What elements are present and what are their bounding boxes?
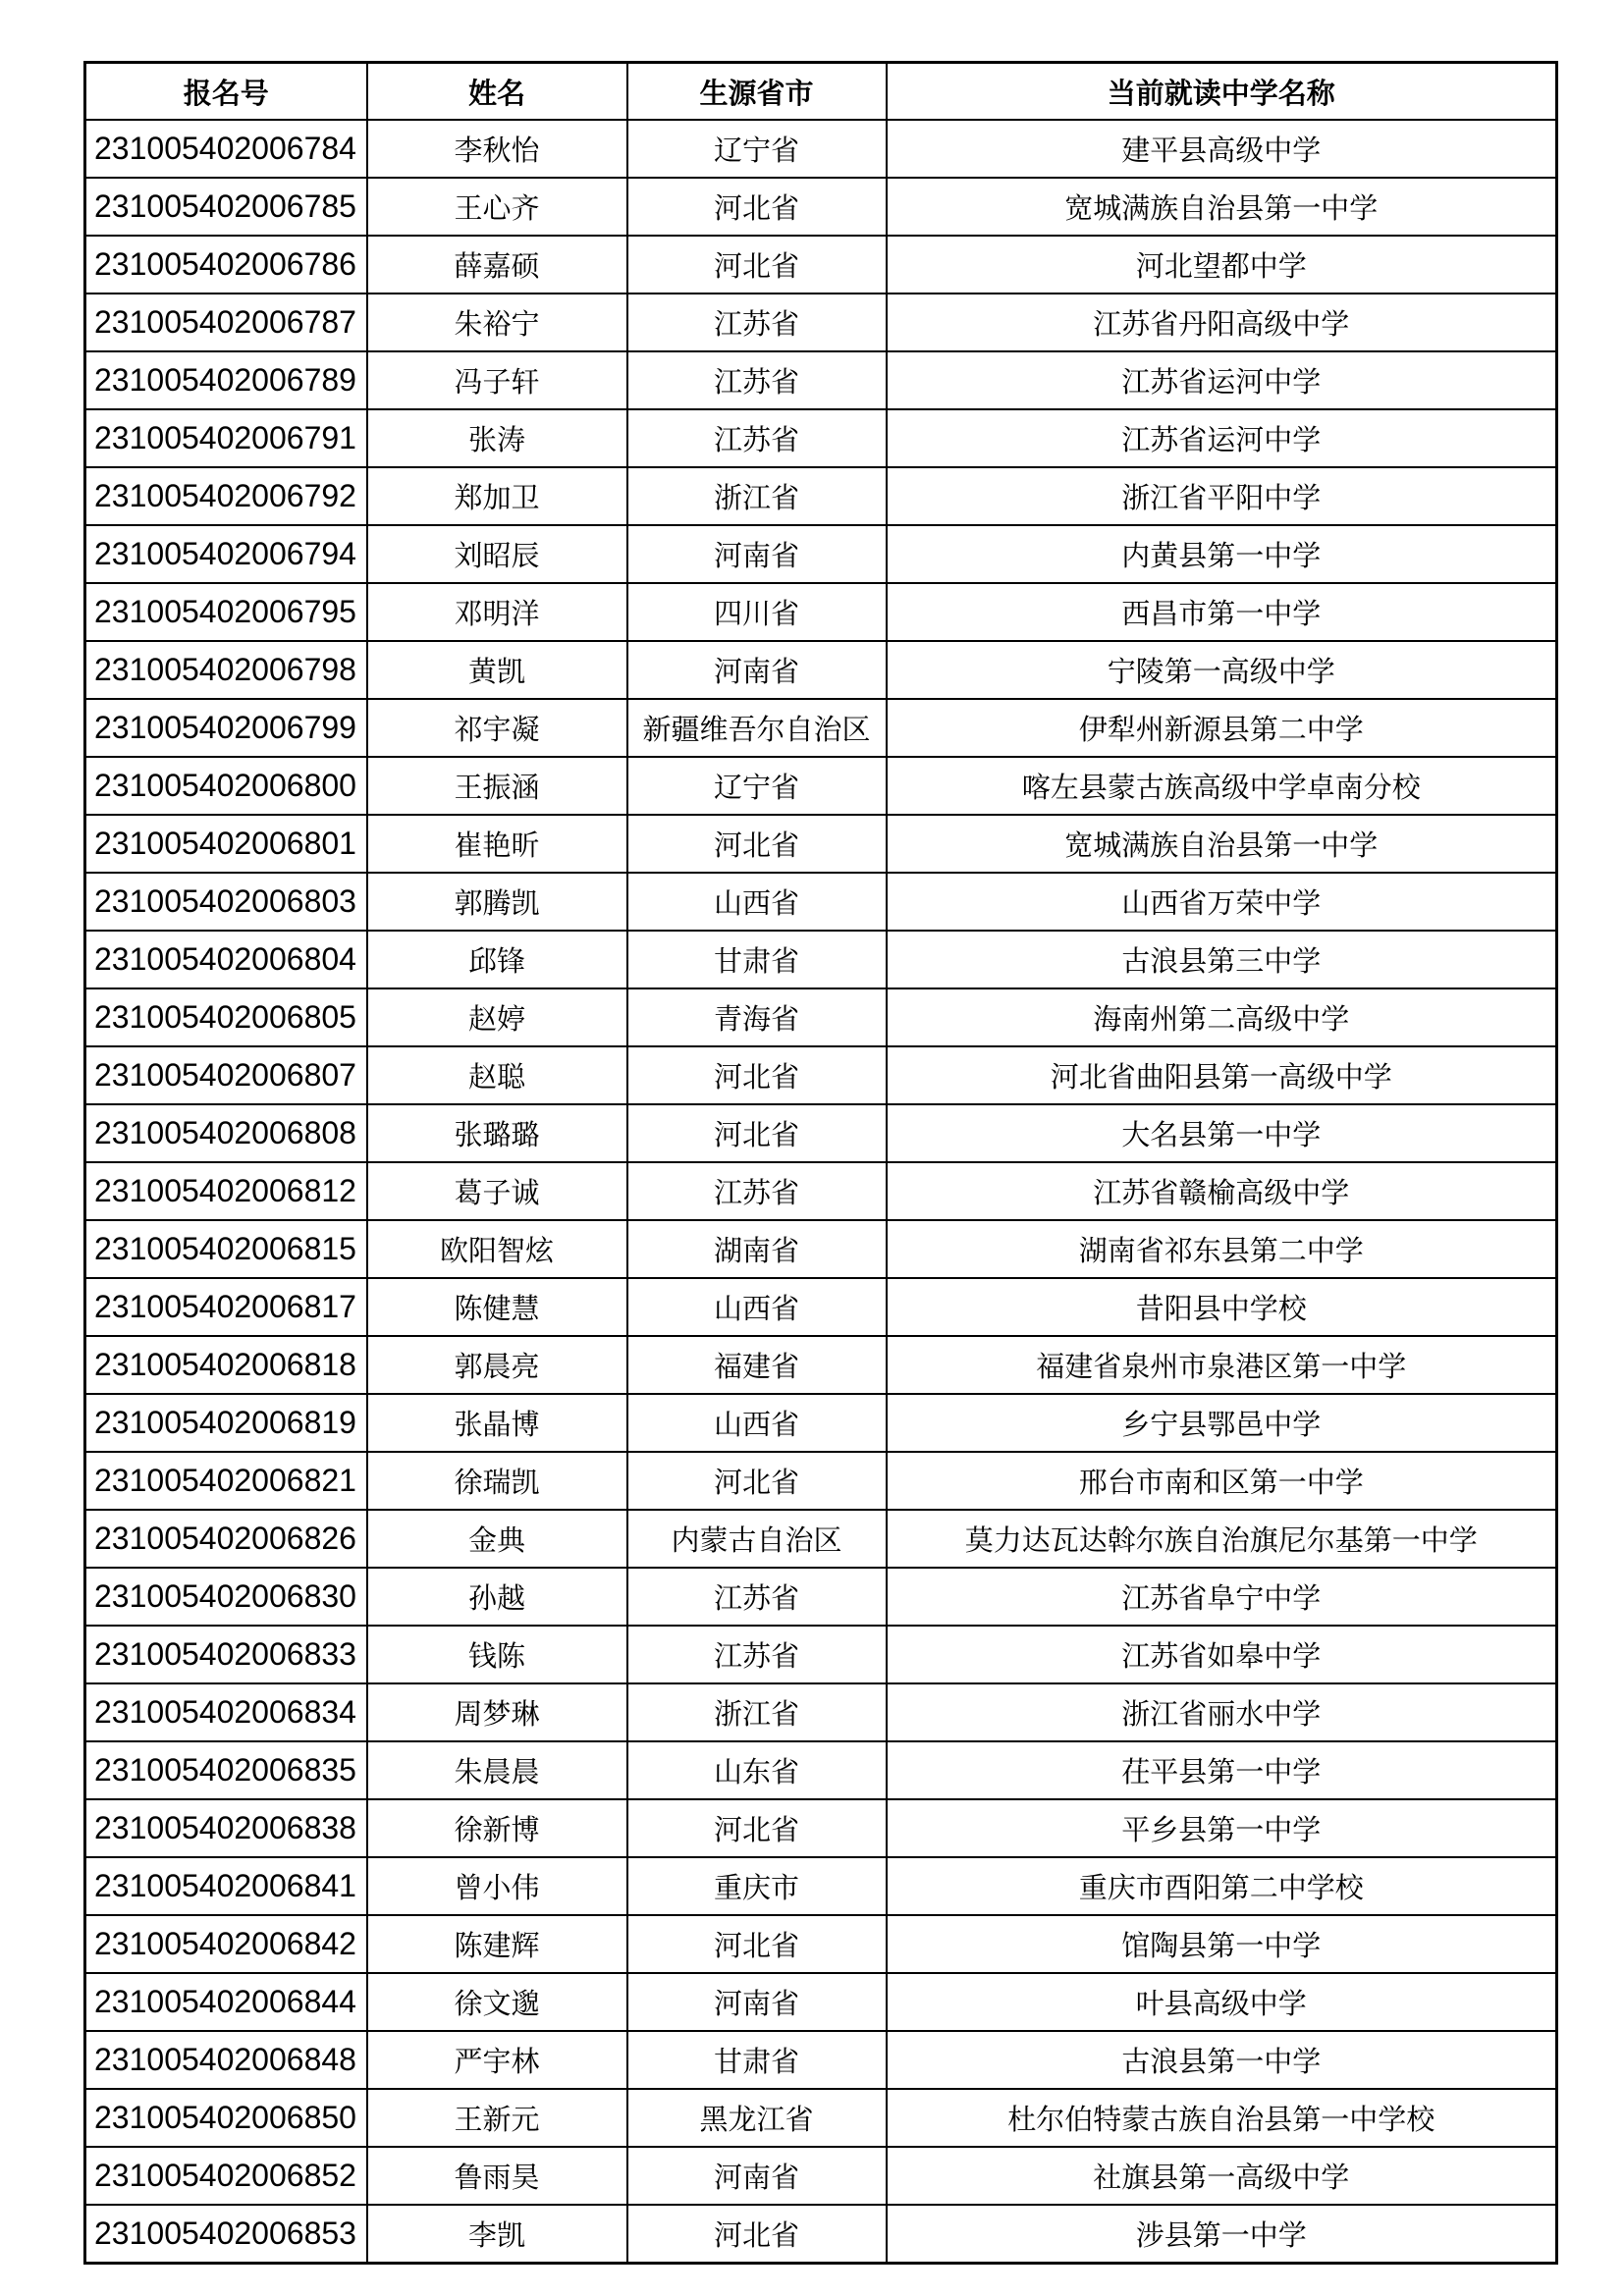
school-cell: 浙江省平阳中学 — [887, 467, 1557, 525]
province-cell: 河北省 — [627, 1046, 887, 1104]
province-cell: 河北省 — [627, 1452, 887, 1510]
registration-number-cell: 231005402006805 — [85, 988, 367, 1046]
registration-number-cell: 231005402006789 — [85, 351, 367, 409]
header-row — [85, 63, 1557, 121]
name-cell: 张晶博 — [367, 1394, 627, 1452]
school-cell: 宁陵第一高级中学 — [887, 641, 1557, 699]
name-cell: 鲁雨昊 — [367, 2147, 627, 2205]
registration-number-cell: 231005402006803 — [85, 873, 367, 931]
province-cell: 江苏省 — [627, 1568, 887, 1626]
table-row — [85, 1394, 1557, 1452]
table-row — [85, 2031, 1557, 2089]
school-cell: 叶县高级中学 — [887, 1973, 1557, 2031]
province-cell: 山西省 — [627, 1394, 887, 1452]
school-cell: 江苏省丹阳高级中学 — [887, 294, 1557, 351]
name-cell: 陈建辉 — [367, 1915, 627, 1973]
registration-number-cell: 231005402006792 — [85, 467, 367, 525]
province-cell: 河南省 — [627, 1973, 887, 2031]
registration-number-cell: 231005402006815 — [85, 1220, 367, 1278]
province-cell: 河北省 — [627, 236, 887, 294]
registration-number-cell: 231005402006804 — [85, 931, 367, 988]
name-cell: 孙越 — [367, 1568, 627, 1626]
school-cell: 喀左县蒙古族高级中学卓南分校 — [887, 757, 1557, 815]
name-cell: 祁宇凝 — [367, 699, 627, 757]
school-cell: 伊犁州新源县第二中学 — [887, 699, 1557, 757]
registration-number-cell: 231005402006807 — [85, 1046, 367, 1104]
province-cell: 浙江省 — [627, 1683, 887, 1741]
registration-number-cell: 231005402006819 — [85, 1394, 367, 1452]
school-cell: 馆陶县第一中学 — [887, 1915, 1557, 1973]
school-cell: 大名县第一中学 — [887, 1104, 1557, 1162]
registration-number-cell: 231005402006850 — [85, 2089, 367, 2147]
name-cell: 曾小伟 — [367, 1857, 627, 1915]
registration-number-cell: 231005402006848 — [85, 2031, 367, 2089]
table-row — [85, 873, 1557, 931]
name-cell: 周梦琳 — [367, 1683, 627, 1741]
province-cell: 江苏省 — [627, 294, 887, 351]
registration-number-cell: 231005402006801 — [85, 815, 367, 873]
province-cell: 甘肃省 — [627, 931, 887, 988]
school-cell: 宽城满族自治县第一中学 — [887, 815, 1557, 873]
name-cell: 薛嘉硕 — [367, 236, 627, 294]
school-cell: 江苏省运河中学 — [887, 409, 1557, 467]
table-row — [85, 1162, 1557, 1220]
school-cell: 浙江省丽水中学 — [887, 1683, 1557, 1741]
name-cell: 黄凯 — [367, 641, 627, 699]
registration-number-cell: 231005402006844 — [85, 1973, 367, 2031]
name-cell: 郭腾凯 — [367, 873, 627, 931]
name-cell: 张璐璐 — [367, 1104, 627, 1162]
school-cell: 社旗县第一高级中学 — [887, 2147, 1557, 2205]
table-row — [85, 1973, 1557, 2031]
header-registration-number: 报名号 — [85, 63, 367, 121]
school-cell: 海南州第二高级中学 — [887, 988, 1557, 1046]
school-cell: 西昌市第一中学 — [887, 583, 1557, 641]
name-cell: 徐文邈 — [367, 1973, 627, 2031]
province-cell: 山西省 — [627, 1278, 887, 1336]
name-cell: 冯子轩 — [367, 351, 627, 409]
school-cell: 山西省万荣中学 — [887, 873, 1557, 931]
school-cell: 重庆市酉阳第二中学校 — [887, 1857, 1557, 1915]
school-cell: 江苏省如皋中学 — [887, 1626, 1557, 1683]
school-cell: 昔阳县中学校 — [887, 1278, 1557, 1336]
table-row — [85, 1626, 1557, 1683]
school-cell: 茌平县第一中学 — [887, 1741, 1557, 1799]
province-cell: 内蒙古自治区 — [627, 1510, 887, 1568]
province-cell: 河北省 — [627, 1104, 887, 1162]
table-row — [85, 120, 1557, 178]
name-cell: 王心齐 — [367, 178, 627, 236]
name-cell: 徐新博 — [367, 1799, 627, 1857]
table-row — [85, 467, 1557, 525]
table-row — [85, 757, 1557, 815]
province-cell: 江苏省 — [627, 351, 887, 409]
name-cell: 徐瑞凯 — [367, 1452, 627, 1510]
name-cell: 王新元 — [367, 2089, 627, 2147]
school-cell: 河北望都中学 — [887, 236, 1557, 294]
registration-number-cell: 231005402006834 — [85, 1683, 367, 1741]
table-row — [85, 1510, 1557, 1568]
registration-number-cell: 231005402006799 — [85, 699, 367, 757]
province-cell: 河南省 — [627, 525, 887, 583]
province-cell: 河南省 — [627, 2147, 887, 2205]
name-cell: 刘昭辰 — [367, 525, 627, 583]
school-cell: 杜尔伯特蒙古族自治县第一中学校 — [887, 2089, 1557, 2147]
registration-number-cell: 231005402006818 — [85, 1336, 367, 1394]
table-row — [85, 988, 1557, 1046]
school-cell: 古浪县第三中学 — [887, 931, 1557, 988]
school-cell: 涉县第一中学 — [887, 2205, 1557, 2264]
school-cell: 乡宁县鄂邑中学 — [887, 1394, 1557, 1452]
name-cell: 郑加卫 — [367, 467, 627, 525]
table-row — [85, 1104, 1557, 1162]
province-cell: 河北省 — [627, 2205, 887, 2264]
table-row — [85, 1683, 1557, 1741]
registration-number-cell: 231005402006798 — [85, 641, 367, 699]
table-body — [85, 120, 1557, 2264]
table-row — [85, 1452, 1557, 1510]
name-cell: 朱晨晨 — [367, 1741, 627, 1799]
name-cell: 王振涵 — [367, 757, 627, 815]
school-cell: 邢台市南和区第一中学 — [887, 1452, 1557, 1510]
table-row — [85, 2205, 1557, 2264]
province-cell: 重庆市 — [627, 1857, 887, 1915]
province-cell: 江苏省 — [627, 1162, 887, 1220]
province-cell: 河北省 — [627, 178, 887, 236]
name-cell: 陈健慧 — [367, 1278, 627, 1336]
table-row — [85, 2147, 1557, 2205]
table-row — [85, 236, 1557, 294]
table-row — [85, 583, 1557, 641]
header-province: 生源省市 — [627, 63, 887, 121]
name-cell: 崔艳昕 — [367, 815, 627, 873]
province-cell: 新疆维吾尔自治区 — [627, 699, 887, 757]
registration-number-cell: 231005402006795 — [85, 583, 367, 641]
registration-number-cell: 231005402006830 — [85, 1568, 367, 1626]
school-cell: 江苏省赣榆高级中学 — [887, 1162, 1557, 1220]
province-cell: 江苏省 — [627, 1626, 887, 1683]
province-cell: 福建省 — [627, 1336, 887, 1394]
province-cell: 甘肃省 — [627, 2031, 887, 2089]
province-cell: 青海省 — [627, 988, 887, 1046]
name-cell: 郭晨亮 — [367, 1336, 627, 1394]
province-cell: 黑龙江省 — [627, 2089, 887, 2147]
table-row — [85, 178, 1557, 236]
school-cell: 湖南省祁东县第二中学 — [887, 1220, 1557, 1278]
province-cell: 河南省 — [627, 641, 887, 699]
registration-number-cell: 231005402006853 — [85, 2205, 367, 2264]
table-row — [85, 1278, 1557, 1336]
name-cell: 严宇林 — [367, 2031, 627, 2089]
registration-number-cell: 231005402006838 — [85, 1799, 367, 1857]
registration-number-cell: 231005402006833 — [85, 1626, 367, 1683]
table-row — [85, 1220, 1557, 1278]
table-row — [85, 351, 1557, 409]
registration-number-cell: 231005402006842 — [85, 1915, 367, 1973]
header-name: 姓名 — [367, 63, 627, 121]
name-cell: 钱陈 — [367, 1626, 627, 1683]
table-row — [85, 2089, 1557, 2147]
name-cell: 朱裕宁 — [367, 294, 627, 351]
registration-number-cell: 231005402006852 — [85, 2147, 367, 2205]
registration-number-cell: 231005402006835 — [85, 1741, 367, 1799]
registration-number-cell: 231005402006812 — [85, 1162, 367, 1220]
table-row — [85, 699, 1557, 757]
school-cell: 江苏省运河中学 — [887, 351, 1557, 409]
registration-number-cell: 231005402006791 — [85, 409, 367, 467]
registration-number-cell: 231005402006787 — [85, 294, 367, 351]
school-cell: 河北省曲阳县第一高级中学 — [887, 1046, 1557, 1104]
school-cell: 福建省泉州市泉港区第一中学 — [887, 1336, 1557, 1394]
province-cell: 辽宁省 — [627, 120, 887, 178]
registration-number-cell: 231005402006841 — [85, 1857, 367, 1915]
school-cell: 江苏省阜宁中学 — [887, 1568, 1557, 1626]
table-row — [85, 1568, 1557, 1626]
table-header — [85, 63, 1557, 121]
name-cell: 邓明洋 — [367, 583, 627, 641]
table-row — [85, 1741, 1557, 1799]
name-cell: 赵聪 — [367, 1046, 627, 1104]
name-cell: 李秋怡 — [367, 120, 627, 178]
province-cell: 辽宁省 — [627, 757, 887, 815]
province-cell: 山西省 — [627, 873, 887, 931]
school-cell: 宽城满族自治县第一中学 — [887, 178, 1557, 236]
registration-number-cell: 231005402006784 — [85, 120, 367, 178]
school-cell: 建平县高级中学 — [887, 120, 1557, 178]
document-page — [83, 61, 1555, 2265]
table-row — [85, 931, 1557, 988]
province-cell: 山东省 — [627, 1741, 887, 1799]
registration-number-cell: 231005402006785 — [85, 178, 367, 236]
name-cell: 李凯 — [367, 2205, 627, 2264]
header-school: 当前就读中学名称 — [887, 63, 1557, 121]
student-list-table — [83, 61, 1558, 2265]
table-row — [85, 1046, 1557, 1104]
table-row — [85, 1857, 1557, 1915]
province-cell: 湖南省 — [627, 1220, 887, 1278]
registration-number-cell: 231005402006826 — [85, 1510, 367, 1568]
province-cell: 浙江省 — [627, 467, 887, 525]
registration-number-cell: 231005402006786 — [85, 236, 367, 294]
registration-number-cell: 231005402006794 — [85, 525, 367, 583]
registration-number-cell: 231005402006808 — [85, 1104, 367, 1162]
name-cell: 葛子诚 — [367, 1162, 627, 1220]
school-cell: 平乡县第一中学 — [887, 1799, 1557, 1857]
province-cell: 江苏省 — [627, 409, 887, 467]
registration-number-cell: 231005402006800 — [85, 757, 367, 815]
province-cell: 河北省 — [627, 815, 887, 873]
table-row — [85, 1799, 1557, 1857]
registration-number-cell: 231005402006817 — [85, 1278, 367, 1336]
name-cell: 欧阳智炫 — [367, 1220, 627, 1278]
table-row — [85, 815, 1557, 873]
table-row — [85, 409, 1557, 467]
name-cell: 金典 — [367, 1510, 627, 1568]
registration-number-cell: 231005402006821 — [85, 1452, 367, 1510]
table-row — [85, 525, 1557, 583]
name-cell: 张涛 — [367, 409, 627, 467]
table-row — [85, 1915, 1557, 1973]
province-cell: 河北省 — [627, 1915, 887, 1973]
table-row — [85, 641, 1557, 699]
school-cell: 莫力达瓦达斡尔族自治旗尼尔基第一中学 — [887, 1510, 1557, 1568]
school-cell: 古浪县第一中学 — [887, 2031, 1557, 2089]
province-cell: 四川省 — [627, 583, 887, 641]
name-cell: 赵婷 — [367, 988, 627, 1046]
table-row — [85, 294, 1557, 351]
table-row — [85, 1336, 1557, 1394]
name-cell: 邱锋 — [367, 931, 627, 988]
school-cell: 内黄县第一中学 — [887, 525, 1557, 583]
province-cell: 河北省 — [627, 1799, 887, 1857]
